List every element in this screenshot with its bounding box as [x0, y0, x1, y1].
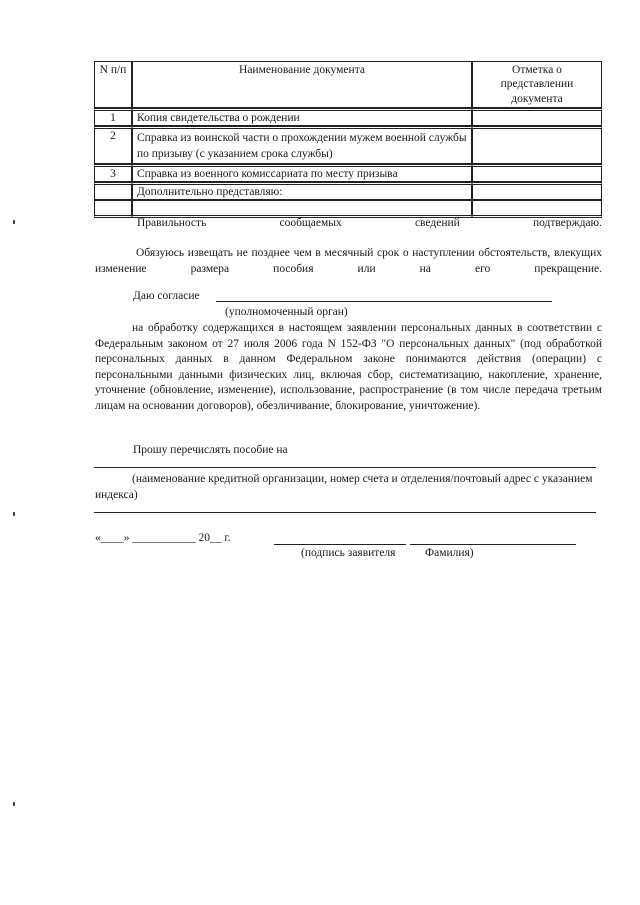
obligation-statement: Обязуюсь извещать не позднее чем в месячный срок о наступлении обстоятельств, влекущих изменение размера пособия или на его прекращение. [95, 247, 602, 275]
table-row [94, 182, 602, 200]
table-header-row [94, 61, 602, 108]
consent-body: на обработку содержащихся в настоящем заявлении персональных данных в соответствии с Федеральным законом от 27 июля 2006 года N 152-ФЗ "О персональных данных" (под обработкой персональных данных в данном Федеральном законе понимаются действия (операции) с персональными данными физических лиц, включая сбор, систематизацию, накопление, хранение, уточнение (обновление, изменение), использование, распространение (в том числе передача третьим лицам на основании договоров), обезличивание, блокирование, уничтожение). [95, 322, 602, 412]
row-number [94, 182, 132, 200]
row-number: 2 [94, 126, 132, 164]
row-number: 3 [94, 164, 132, 182]
signature-caption: (подпись заявителя [301, 547, 396, 559]
bank-details-caption: (наименование кредитной организации, номер счета и отделения/почтовый адрес с указанием индекса) [95, 473, 593, 501]
header-number: N п/п [94, 61, 132, 108]
bank-details-field[interactable] [94, 467, 596, 468]
row-number [94, 200, 132, 218]
date-field[interactable]: «____» ___________ 20__ г. [95, 532, 231, 544]
scan-mark [13, 220, 15, 224]
authorized-body-caption: (уполномоченный орган) [225, 306, 348, 318]
row-document-name: Дополнительно представляю: [132, 182, 472, 200]
bank-details-field-2[interactable] [94, 512, 596, 513]
row-document-name: Копия свидетельства о рождении [132, 108, 472, 126]
signature-field[interactable] [274, 544, 406, 545]
table-row [94, 126, 602, 164]
documents-table [94, 61, 602, 218]
header-document-name: Наименование документа [132, 61, 472, 108]
row-document-name: Справка из военного комиссариата по месту призыва [132, 164, 472, 182]
confirm-statement: Правильность сообщаемых сведений подтверждаю. [137, 217, 602, 229]
header-submission-mark: Отметка о представлении документа [472, 61, 602, 108]
surname-field[interactable] [410, 544, 576, 545]
scan-mark [13, 512, 15, 516]
surname-caption: Фамилия) [425, 547, 474, 559]
row-document-name: Справка из воинской части о прохождении мужем военной службы по призыву (с указанием срока службы) [132, 126, 472, 164]
row-mark-cell[interactable] [472, 164, 602, 182]
table-row [94, 108, 602, 126]
table-row [94, 164, 602, 182]
transfer-label: Прошу перечислять пособие на [133, 444, 288, 456]
row-mark-cell[interactable] [472, 126, 602, 164]
consent-label: Даю согласие [133, 290, 200, 302]
authorized-body-field[interactable] [216, 301, 552, 302]
scan-mark [13, 802, 15, 806]
row-mark-cell[interactable] [472, 108, 602, 126]
row-number: 1 [94, 108, 132, 126]
row-mark-cell[interactable] [472, 182, 602, 200]
